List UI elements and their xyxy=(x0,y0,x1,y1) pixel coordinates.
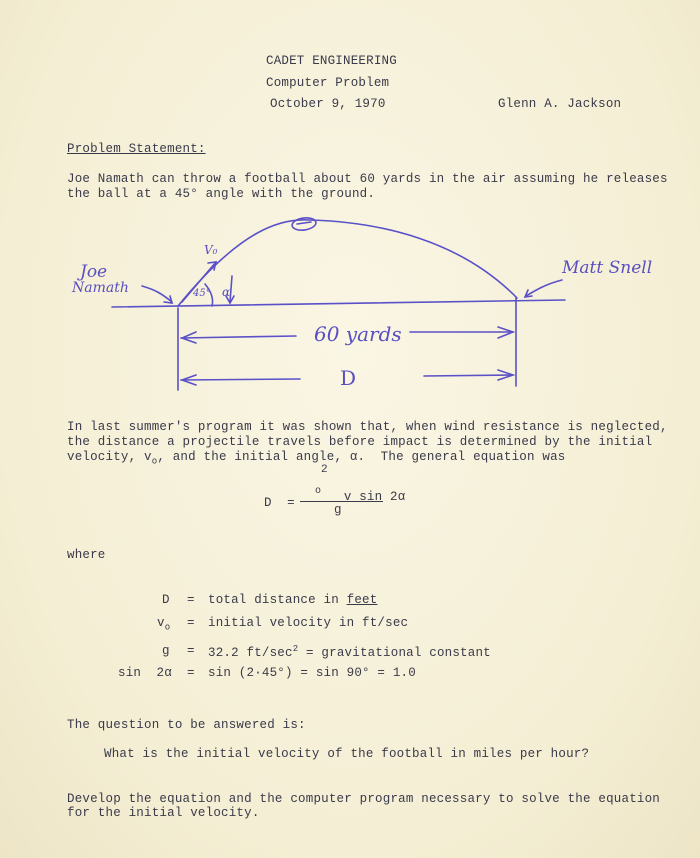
def-equals: = xyxy=(187,593,195,607)
def-symbol-g: g xyxy=(162,644,170,658)
football-icon xyxy=(291,216,316,231)
closing-line-1: Develop the equation and the computer program necessary to solve the equation xyxy=(67,792,660,806)
body-line-2: the distance a projectile travels before impact is determined by the initial xyxy=(67,435,653,449)
body-line-1: In last summer's program it was shown that, when wind resistance is neglected, xyxy=(67,420,668,434)
label-D: D xyxy=(340,366,357,390)
def-desc-v0: initial velocity in ft/sec xyxy=(208,616,409,630)
label-v0: V₀ xyxy=(204,243,218,257)
def-symbol-v0: $v_o$ xyxy=(157,616,171,633)
def-desc-g: 32.2 $ft/\sec^2$ = gravitational constant xyxy=(208,644,491,661)
where-label: where xyxy=(67,548,106,562)
def-desc-D: total distance in feet xyxy=(208,593,378,607)
intro-line-1: Joe Namath can throw a football about 60 yards in the air assuming he releases xyxy=(67,172,668,186)
question-intro: The question to be answered is: xyxy=(67,718,306,732)
label-thrower-last: Namath xyxy=(72,280,129,296)
doc-title: CADET ENGINEERING xyxy=(266,54,397,68)
label-thrower-first: Joe xyxy=(80,262,108,282)
label-angle: 45° xyxy=(193,288,211,299)
doc-date: October 9, 1970 xyxy=(270,97,386,111)
doc-subtitle: Computer Problem xyxy=(266,76,390,90)
fraction-bar xyxy=(300,501,383,502)
question-text: What is the initial velocity of the football in miles per hour? xyxy=(104,747,590,761)
intro-line-2: the ball at a 45° angle with the ground. xyxy=(67,187,376,201)
def-equals: = xyxy=(187,644,195,658)
doc-author: Glenn A. Jackson xyxy=(498,97,622,111)
label-alpha: α xyxy=(222,285,231,299)
closing-line-2: for the initial velocity. xyxy=(67,806,260,820)
def-symbol-sin: sin 2α xyxy=(118,666,172,680)
section-heading: Problem Statement: xyxy=(67,142,206,156)
label-distance: 60 yards xyxy=(314,322,402,346)
equation-denominator: g xyxy=(334,503,342,517)
def-symbol-D: D xyxy=(162,593,170,607)
equation-lhs: D = xyxy=(264,496,295,510)
equation-numerator: v 2 o sin 2α xyxy=(315,464,406,504)
def-desc-sin: sin (2·45°) = sin 90° = 1.0 xyxy=(208,666,416,680)
label-receiver: Matt Snell xyxy=(562,258,653,278)
body-line-3: velocity, $v_o$, and the initial angle, α. The general equation was xyxy=(67,450,566,467)
def-equals: = xyxy=(187,666,195,680)
trajectory-diagram xyxy=(0,0,700,420)
def-equals: = xyxy=(187,616,195,630)
